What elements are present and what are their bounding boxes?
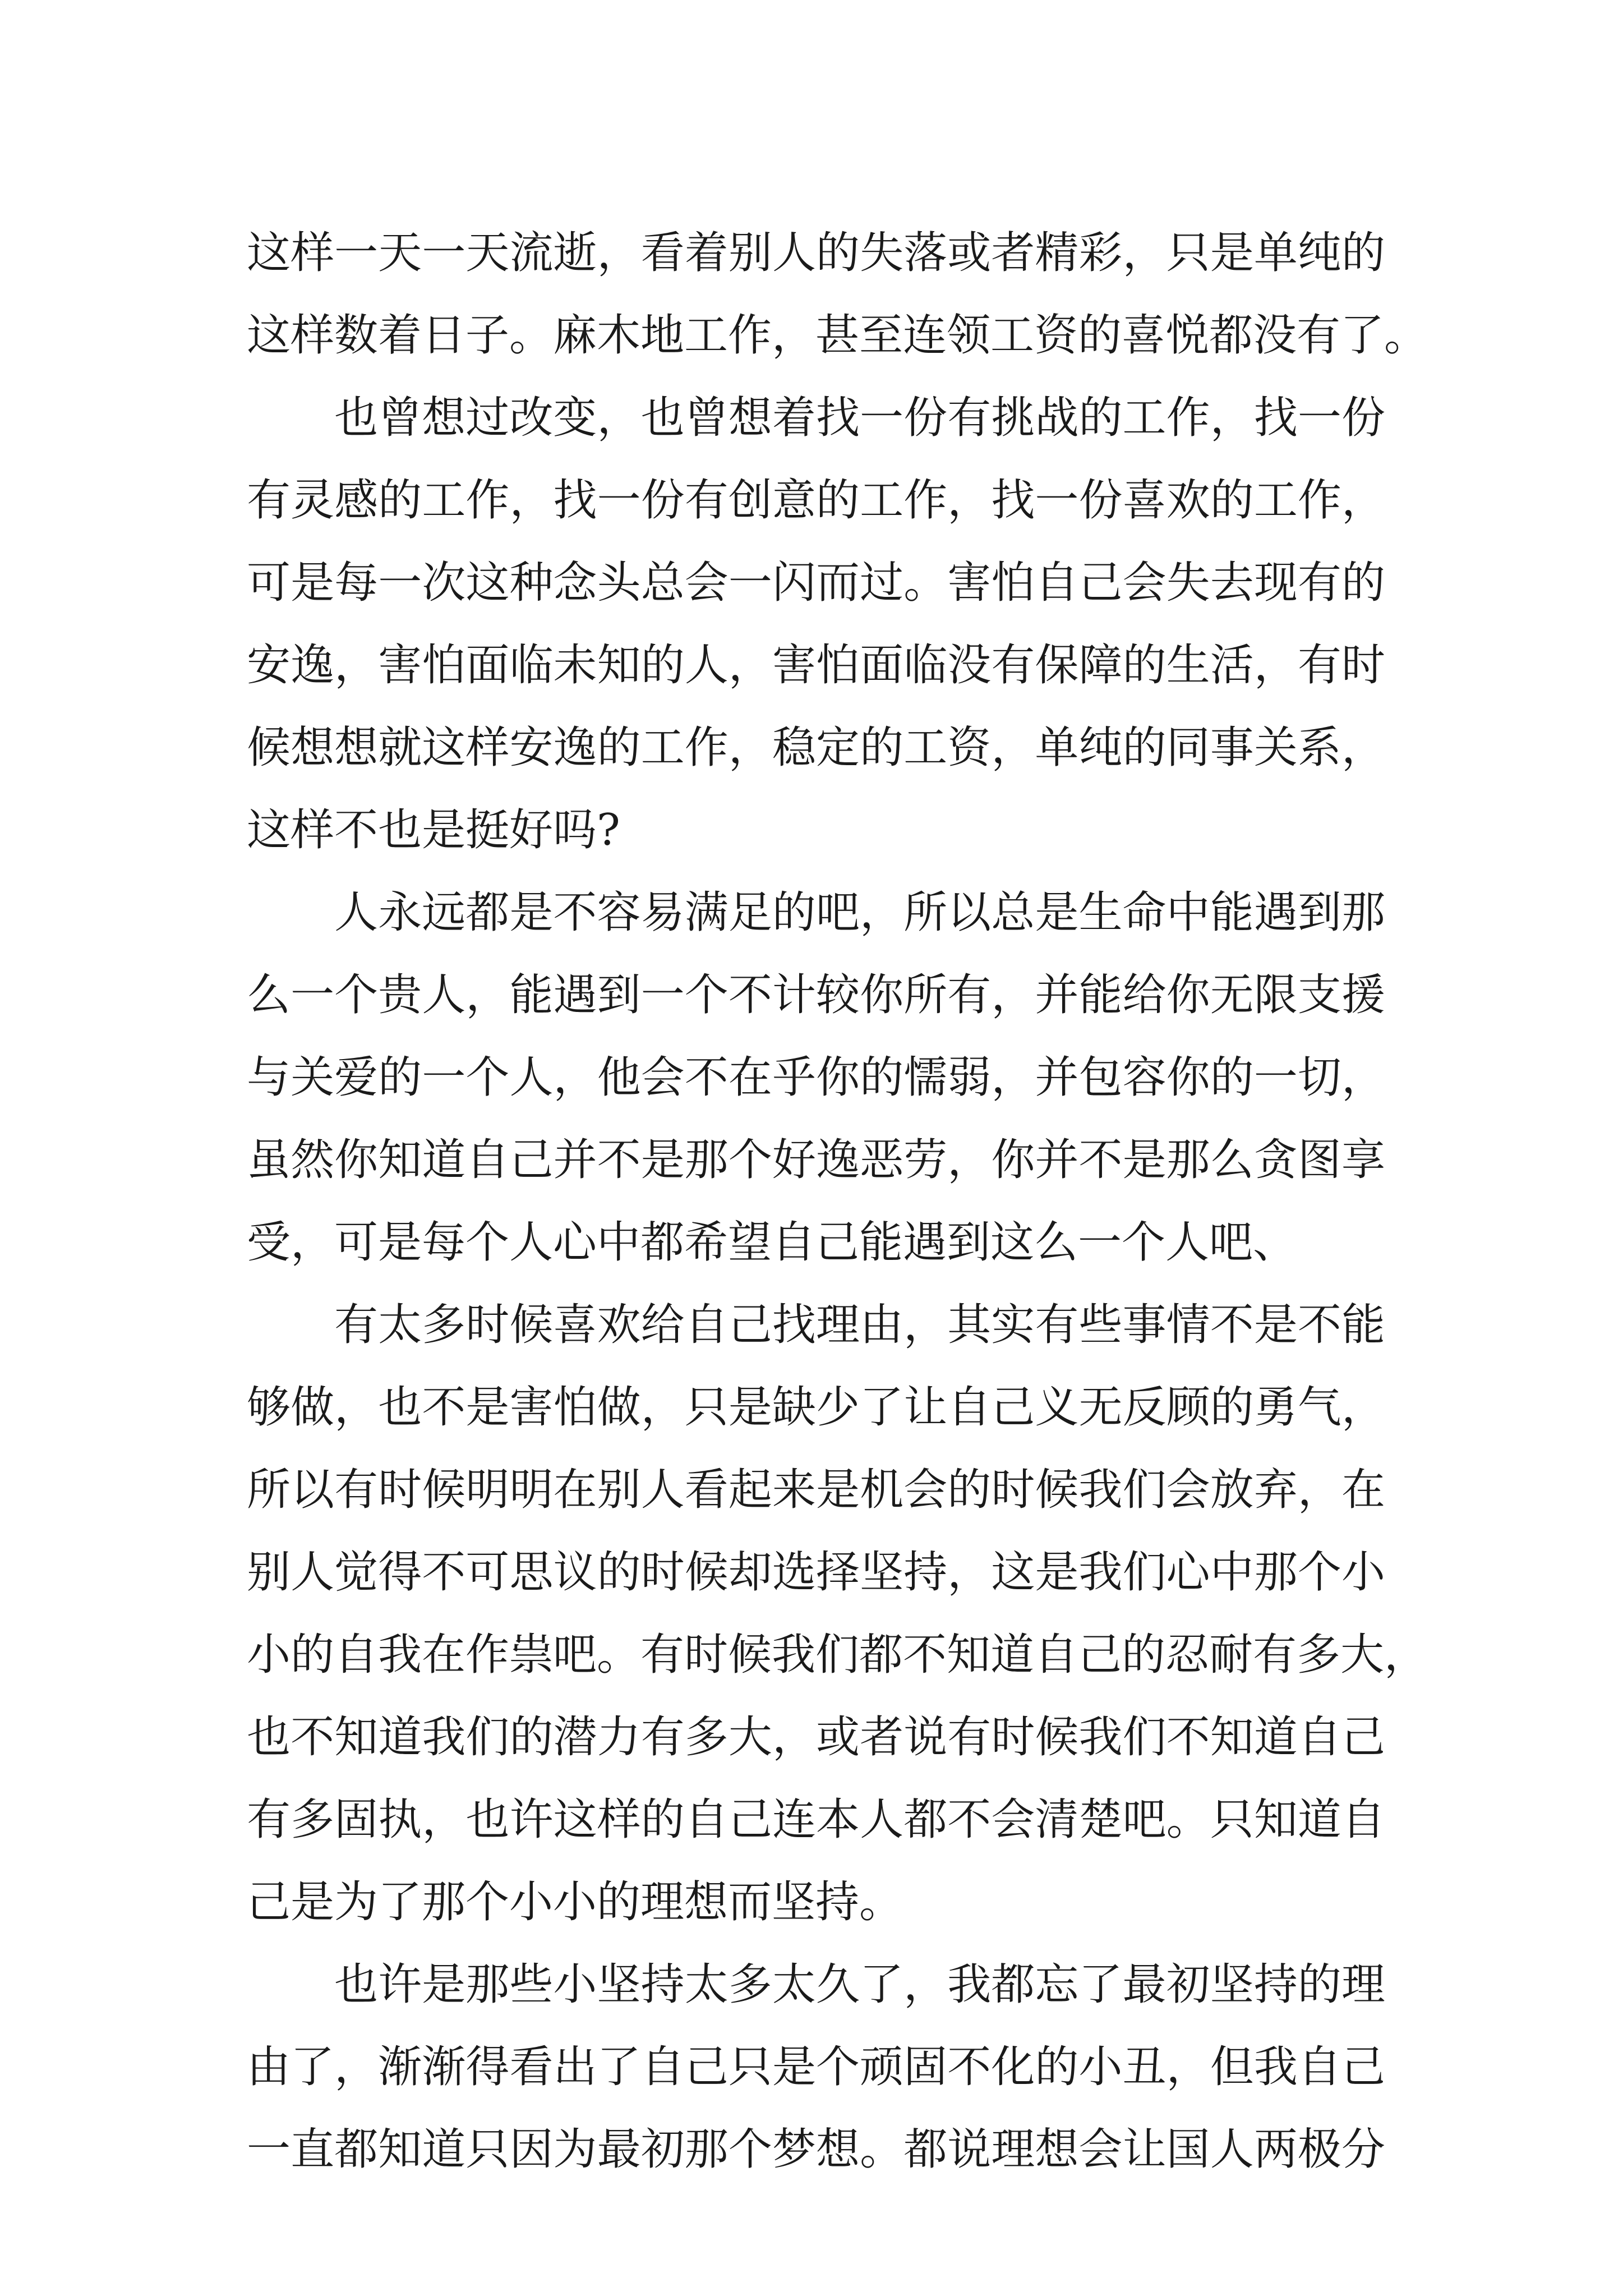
text-line: 一直都知道只因为最初那个梦想。都说理想会让国人两极分 [247,2124,1385,2175]
text-line: 由了，渐渐得看出了自己只是个顽固不化的小丑，但我自己 [247,2042,1385,2092]
text-line: 己是为了那个小小的理想而坚持。 [247,1877,903,1927]
text-line: 可是每一次这种念头总会一闪而过。害怕自己会失去现有的 [247,558,1385,608]
text-line: 这样不也是挺好吗? [247,805,620,855]
text-line: 这样一天一天流逝，看着别人的失落或者精彩，只是单纯的 [247,228,1385,278]
text-line: 这样数着日子。麻木地工作，甚至连领工资的喜悦都没有了。 [247,310,1428,361]
text-line: 虽然你知道自己并不是那个好逸恶劳，你并不是那么贪图享 [247,1135,1385,1185]
paragraph [247,1944,1385,2191]
text-line: 与关爱的一个人，他会不在乎你的懦弱，并包容你的一切， [247,1052,1385,1103]
text-line: 小的自我在作祟吧。有时候我们都不知道自己的忍耐有多大， [247,1630,1428,1680]
document-body [247,212,1428,2191]
text-line: 也许是那些小坚持太多太久了，我都忘了最初坚持的理 [334,1959,1385,2010]
text-line: 也曾想过改变，也曾想着找一份有挑战的工作，找一份 [334,393,1385,443]
text-line: 有多固执，也许这样的自己连本人都不会清楚吧。只知道自 [247,1795,1385,1845]
paragraph [247,377,1385,872]
text-line: 安逸，害怕面临未知的人，害怕面临没有保障的生活，有时 [247,640,1385,691]
text-line: 也不知道我们的潜力有多大，或者说有时候我们不知道自己 [247,1712,1385,1763]
text-line: 有太多时候喜欢给自己找理由，其实有些事情不是不能 [334,1300,1385,1350]
text-line: 候想想就这样安逸的工作，稳定的工资，单纯的同事关系， [247,723,1385,773]
text-line: 别人觉得不可思议的时候却选择坚持，这是我们心中那个小 [247,1547,1385,1598]
text-line: 有灵感的工作，找一份有创意的工作，找一份喜欢的工作， [247,475,1385,526]
text-line: 么一个贵人，能遇到一个不计较你所有，并能给你无限支援 [247,970,1385,1020]
paragraph [247,1284,1428,1944]
paragraph [247,872,1385,1284]
paragraph [247,212,1428,377]
text-line: 所以有时候明明在别人看起来是机会的时候我们会放弃，在 [247,1465,1385,1515]
text-line: 人永远都是不容易满足的吧，所以总是生命中能遇到那 [334,887,1385,938]
text-line: 够做，也不是害怕做，只是缺少了让自己义无反顾的勇气， [247,1382,1385,1433]
text-line: 受，可是每个人心中都希望自己能遇到这么一个人吧、 [247,1217,1297,1268]
